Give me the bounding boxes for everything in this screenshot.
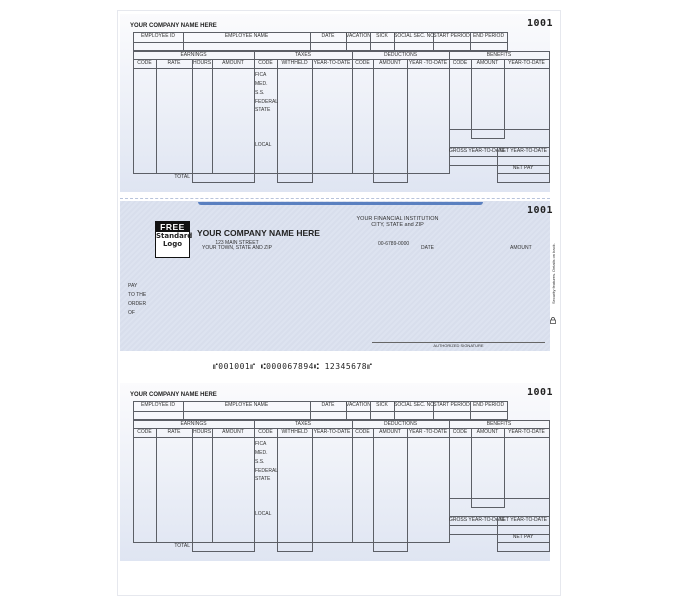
tax-row-label: LOCAL [255, 511, 272, 517]
column-body-cell [156, 437, 193, 543]
group-label: DEDUCTIONS [383, 52, 418, 58]
column-body-cell [277, 437, 313, 543]
date-label: DATE [421, 245, 434, 251]
column-body-cell [192, 68, 213, 174]
header-label: DATE [321, 33, 335, 39]
lock-icon [550, 311, 556, 318]
tax-row-label: MED. [255, 81, 268, 87]
column-body-cell [312, 68, 353, 174]
header-value-cell [370, 42, 395, 51]
security-features-text: Security features. Details on back. [551, 243, 556, 304]
header-value-cell [470, 42, 508, 51]
column-label: CODE [137, 60, 152, 66]
header-label: END PERIOD [472, 402, 505, 408]
check-top-bar [198, 202, 483, 205]
header-label: EMPLOYEE NAME [224, 402, 269, 408]
column-body-cell [156, 68, 193, 174]
group-label: DEDUCTIONS [383, 421, 418, 427]
column-label: AMOUNT [222, 429, 244, 435]
column-label: AMOUNT [379, 60, 401, 66]
group-label: BENEFITS [486, 421, 512, 427]
header-value-cell [394, 411, 434, 420]
gross-ytd-value [449, 156, 498, 166]
column-label: CODE [258, 429, 273, 435]
column-body-cell [407, 437, 450, 543]
header-label: SOCIAL SEC. NO. [394, 33, 436, 39]
check-company-name: YOUR COMPANY NAME HERE [197, 228, 320, 238]
earnings-total [192, 542, 255, 552]
deductions-total [373, 173, 408, 183]
header-value-cell [433, 42, 471, 51]
total-label: TOTAL [174, 543, 190, 549]
column-body-cell [504, 437, 550, 499]
net-pay-label: NET PAY [512, 165, 534, 171]
column-label: CODE [452, 60, 468, 66]
gross-ytd-value [449, 525, 498, 535]
column-body-cell [192, 437, 213, 543]
earnings-total [192, 173, 255, 183]
group-label: EARNINGS [180, 52, 207, 58]
column-body-cell [133, 68, 157, 174]
header-value-cell [310, 411, 347, 420]
column-label: RATE [167, 60, 181, 66]
tax-row-label: FEDERAL [255, 99, 279, 105]
net-pay-value [497, 173, 550, 183]
company-logo [155, 221, 193, 258]
column-body-cell [352, 68, 374, 174]
column-label: HOURS [192, 60, 212, 66]
taxes-total [277, 542, 313, 552]
stub-check-number: 1001 [527, 387, 554, 398]
bank-name: YOUR FINANCIAL INSTITUTION [356, 216, 439, 222]
header-label: DATE [321, 402, 335, 408]
micr-line: ⑈001001⑈ ⑆000067894⑆ 12345678⑈ [213, 362, 373, 371]
column-body-cell [407, 68, 450, 174]
group-label: TAXES [294, 52, 312, 58]
column-body-cell [504, 68, 550, 130]
header-value-cell [133, 411, 184, 420]
header-value-cell [183, 411, 311, 420]
tax-row-label: STATE [255, 476, 271, 482]
column-label: CODE [355, 429, 370, 435]
net-ytd-label: NET YEAR-TO-DATE [499, 517, 547, 523]
logo-logo-text: Logo [162, 240, 183, 248]
header-value-cell [394, 42, 434, 51]
total-label: TOTAL [174, 174, 190, 180]
column-body-cell [449, 437, 472, 499]
column-label: YEAR -TO-DATE [408, 429, 448, 435]
header-label: EMPLOYEE NAME [224, 33, 269, 39]
stub-check-number: 1001 [527, 18, 554, 29]
column-body-cell [312, 437, 353, 543]
net-pay-label: NET PAY [512, 534, 534, 540]
benefits-summary-box [449, 129, 550, 148]
tax-row-label: STATE [255, 107, 271, 113]
gross-ytd-label: GROSS YEAR-TO-DATE [449, 517, 506, 523]
order-label: ORDER [128, 301, 147, 307]
group-label: TAXES [294, 421, 312, 427]
column-label: CODE [137, 429, 152, 435]
tax-row-label: FEDERAL [255, 468, 279, 474]
fraction-code: 00-6789-0000 [378, 241, 410, 247]
header-label: EMPLOYEE ID [141, 33, 175, 39]
column-body-cell [373, 68, 408, 174]
to-the-label: TO THE [128, 292, 147, 298]
header-label: SICK [376, 402, 388, 408]
header-label: SICK [376, 33, 388, 39]
company-address-line2: YOUR TOWN, STATE AND ZIP [202, 245, 272, 251]
column-body-cell [133, 437, 157, 543]
header-label: VACATION [346, 402, 371, 408]
net-ytd-label: NET YEAR-TO-DATE [499, 148, 547, 154]
column-label: AMOUNT [476, 60, 499, 66]
header-label: VACATION [346, 33, 371, 39]
header-value-cell [346, 42, 371, 51]
header-value-cell [433, 411, 471, 420]
gross-ytd-label: GROSS YEAR-TO-DATE [449, 148, 506, 154]
column-label: YEAR -TO-DATE [408, 60, 448, 66]
column-label: WITHHELD [281, 429, 308, 435]
company-address-line1: 123 MAIN STREET [215, 240, 259, 246]
header-value-cell [370, 411, 395, 420]
column-label: YEAR-TO-DATE [313, 60, 351, 66]
tax-row-label: MED. [255, 450, 268, 456]
column-body-cell [212, 437, 255, 543]
net-pay-value [497, 542, 550, 552]
column-body-cell [352, 437, 374, 543]
column-body-cell [277, 68, 313, 174]
column-label: CODE [258, 60, 273, 66]
amount-label: AMOUNT [510, 245, 532, 251]
column-label: AMOUNT [379, 429, 401, 435]
tax-row-label: LOCAL [255, 142, 272, 148]
group-label: EARNINGS [180, 421, 207, 427]
header-label: EMPLOYEE ID [141, 402, 175, 408]
column-label: YEAR-TO-DATE [508, 429, 545, 435]
deductions-total [373, 542, 408, 552]
column-label: CODE [452, 429, 468, 435]
authorized-signature-label: AUTHORIZED SIGNATURE [433, 343, 484, 348]
benefits-summary-box [449, 498, 550, 517]
tax-row-label: S.S. [255, 459, 265, 465]
perforation-line [120, 198, 550, 199]
header-value-cell [310, 42, 347, 51]
header-label: START PERIOD [433, 402, 470, 408]
bank-city: CITY, STATE and ZIP [371, 222, 424, 228]
of-label: OF [128, 310, 135, 316]
column-label: YEAR-TO-DATE [508, 60, 545, 66]
stub-company-name: YOUR COMPANY NAME HERE [130, 23, 217, 29]
column-label: AMOUNT [222, 60, 244, 66]
header-value-cell [346, 411, 371, 420]
taxes-total [277, 173, 313, 183]
column-body-cell [373, 437, 408, 543]
header-value-cell [183, 42, 311, 51]
logo-standard-text: Standard [156, 232, 193, 240]
column-label: AMOUNT [476, 429, 499, 435]
column-body-cell [212, 68, 255, 174]
logo-free-text: FREE [156, 222, 189, 232]
group-label: BENEFITS [486, 52, 512, 58]
column-body-cell [449, 68, 472, 130]
header-label: START PERIOD [433, 33, 470, 39]
column-label: RATE [167, 429, 181, 435]
header-value-cell [133, 42, 184, 51]
tax-row-label: FICA [255, 72, 267, 78]
check-number: 1001 [527, 205, 554, 216]
column-label: HOURS [192, 429, 212, 435]
tax-row-label: FICA [255, 441, 267, 447]
header-label: END PERIOD [472, 33, 505, 39]
tax-row-label: S.S. [255, 90, 265, 96]
stub-company-name: YOUR COMPANY NAME HERE [130, 392, 217, 398]
column-label: YEAR-TO-DATE [313, 429, 351, 435]
column-label: WITHHELD [281, 60, 308, 66]
pay-label: PAY [128, 283, 138, 289]
header-label: SOCIAL SEC. NO. [394, 402, 436, 408]
header-value-cell [470, 411, 508, 420]
column-label: CODE [355, 60, 370, 66]
